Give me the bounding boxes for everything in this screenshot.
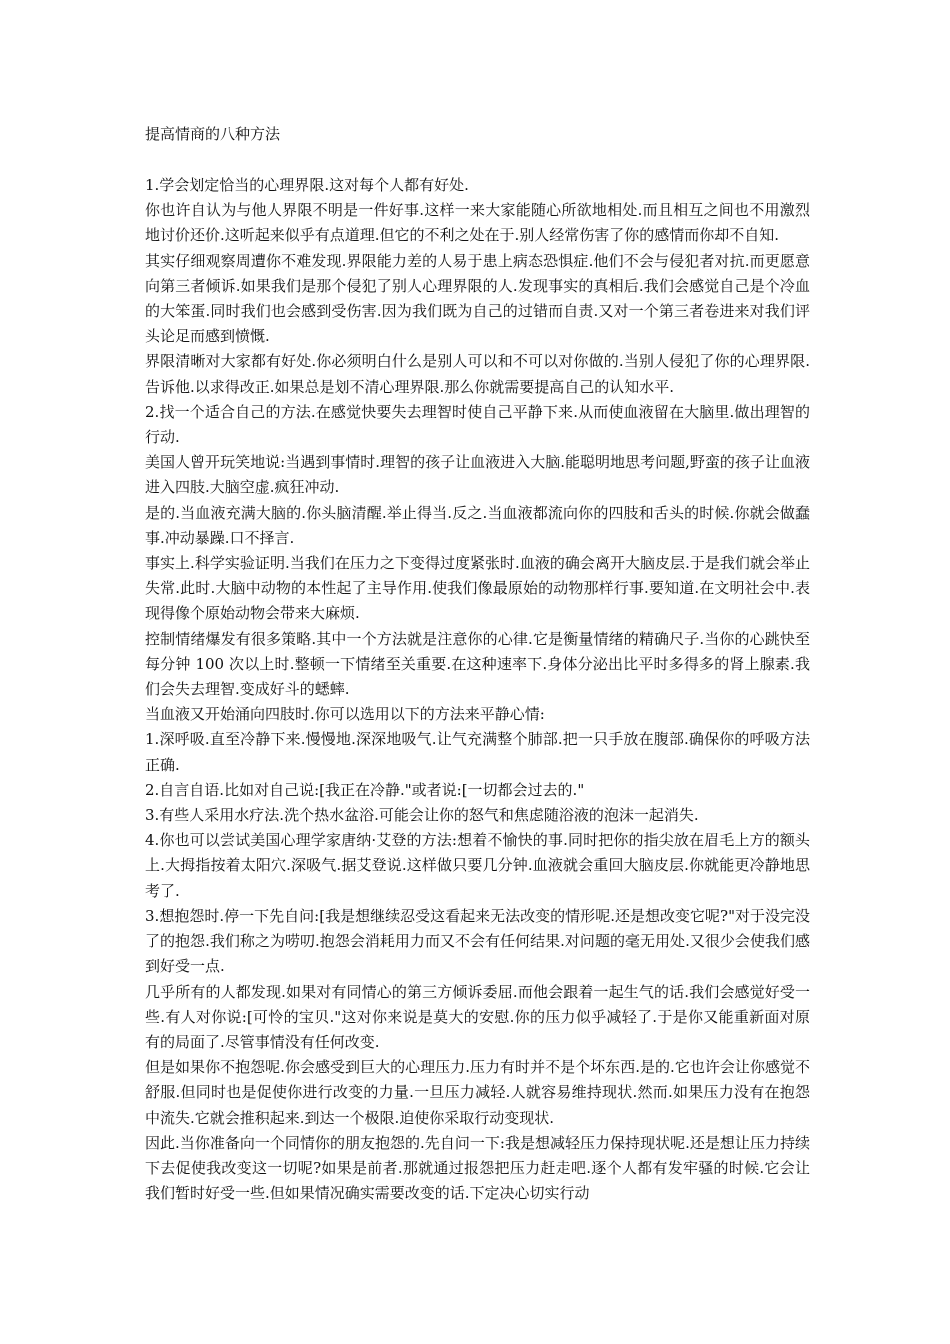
paragraph: 界限清晰对大家都有好处.你必须明白什么是别人可以和不可以对你做的.当别人侵犯了你的心理界限.告诉他.以求得改正.如果总是划不清心理界限.那么你就需要提高自己的认知水平.: [145, 352, 810, 396]
paragraph: 2.找一个适合自己的方法.在感觉快要失去理智时使自己平静下来.从而使血液留在大脑里.做出理智的行动.: [145, 402, 810, 447]
document-body: [145, 173, 810, 1206]
document-page: [145, 120, 810, 1206]
paragraph: 2.自言自语.比如对自己说:[我正在冷静."或者说:[一切都会过去的.": [145, 780, 585, 799]
paragraph: 1.深呼吸.直至冷静下来.慢慢地.深深地吸气.让气充满整个肺部.把一只手放在腹部.确保你的呼吸方法正确.: [145, 730, 810, 774]
paragraph: 美国人曾开玩笑地说:当遇到事情时.理智的孩子让血液进入大脑.能聪明地思考问题,野蛮的孩子让血液进入四肢.大脑空虚.疯狂冲动.: [145, 453, 810, 497]
paragraph: 但是如果你不抱怨呢.你会感受到巨大的心理压力.压力有时并不是个坏东西.是的.它也许会让你感觉不舒服.但同时也是促使你进行改变的力量.一旦压力减轻.人就容易维持现状.然而.如果压力没有在抱怨中流失.它就会推积起来.到达一个极限.迫使你采取行动变现状.: [145, 1058, 810, 1127]
paragraph: 当血液又开始涌向四肢时.你可以选用以下的方法来平静心情:: [145, 705, 545, 724]
paragraph: 1.学会划定恰当的心理界限.这对每个人都有好处.: [145, 176, 469, 194]
paragraph: 控制情绪爆发有很多策略.其中一个方法就是注意你的心律.它是衡量情绪的精确尺子.当你的心跳快至每分钟 100 次以上时.整顿一下情绪至关重要.在这种速率下.身体分泌出比平时多得多的肾上腺素.我们会失去理智.变成好斗的蟋蟀.: [145, 629, 810, 699]
paragraph: 4.你也可以尝试美国心理学家唐纳·艾登的方法:想着不愉快的事.同时把你的指尖放在眉毛上方的额头上.大拇指按着太阳穴.深吸气.据艾登说.这样做只要几分钟.血液就会重回大脑皮层.你就能更冷静地思考了.: [145, 831, 810, 900]
paragraph: 因此.当你准备向一个同情你的朋友抱怨的.先自问一下:我是想减轻压力保持现状呢.还是想让压力持续下去促使我改变这一切呢?如果是前者.那就通过报怨把压力赶走吧.逐个人都有发牢骚的时候.它会让我们暂时好受一些.但如果情况确实需要改变的话.下定决心切实行动: [145, 1133, 810, 1203]
paragraph: 你也许自认为与他人界限不明是一件好事.这样一来大家能随心所欲地相处.而且相互之间也不用激烈地讨价还价.这听起来似乎有点道理.但它的不利之处在于.别人经常伤害了你的感情而你却不自知.: [145, 201, 810, 245]
paragraph: 是的.当血液充满大脑的.你头脑清醒.举止得当.反之.当血液都流向你的四肢和舌头的时候.你就会做蠢事.冲动暴躁.口不择言.: [145, 503, 810, 547]
paragraph: 几乎所有的人都发现.如果对有同情心的第三方倾诉委屈.而他会跟着一起生气的话.我们会感觉好受一些.有人对你说:[可怜的宝贝."这对你来说是莫大的安慰.你的压力似乎减轻了.于是你又能重新面对原有的局面了.尽管事情没有任何改变.: [145, 982, 810, 1051]
document-title: 提高情商的八种方法: [145, 125, 281, 143]
paragraph: 其实仔细观察周遭你不难发现.界限能力差的人易于患上病态恐惧症.他们不会与侵犯者对抗.而更愿意向第三者倾诉.如果我们是那个侵犯了别人心理界限的人.发现事实的真相后.我们会感觉自己是个冷血的大笨蛋.同时我们也会感到受伤害.因为我们既为自己的过错而自责.又对一个第三者卷进来对我们评头论足而感到愤慨.: [145, 251, 810, 346]
paragraph: 3.想抱怨时.停一下先自问:[我是想继续忍受这看起来无法改变的情形呢.还是想改变它呢?"对于没完没了的抱怨.我们称之为唠叨.抱怨会消耗用力而又不会有任何结果.对问题的毫无用处.又很少会使我们感到好受一点.: [145, 906, 810, 976]
paragraph: 事实上.科学实验证明.当我们在压力之下变得过度紧张时.血液的确会离开大脑皮层.于是我们就会举止失常.此时.大脑中动物的本性起了主导作用.使我们像最原始的动物那样行事.要知道.在文明社会中.表现得像个原始动物会带来大麻烦.: [145, 554, 810, 623]
paragraph: 3.有些人采用水疗法.洗个热水盆浴.可能会让你的怒气和焦虑随浴液的泡沫一起消失.: [145, 806, 699, 825]
